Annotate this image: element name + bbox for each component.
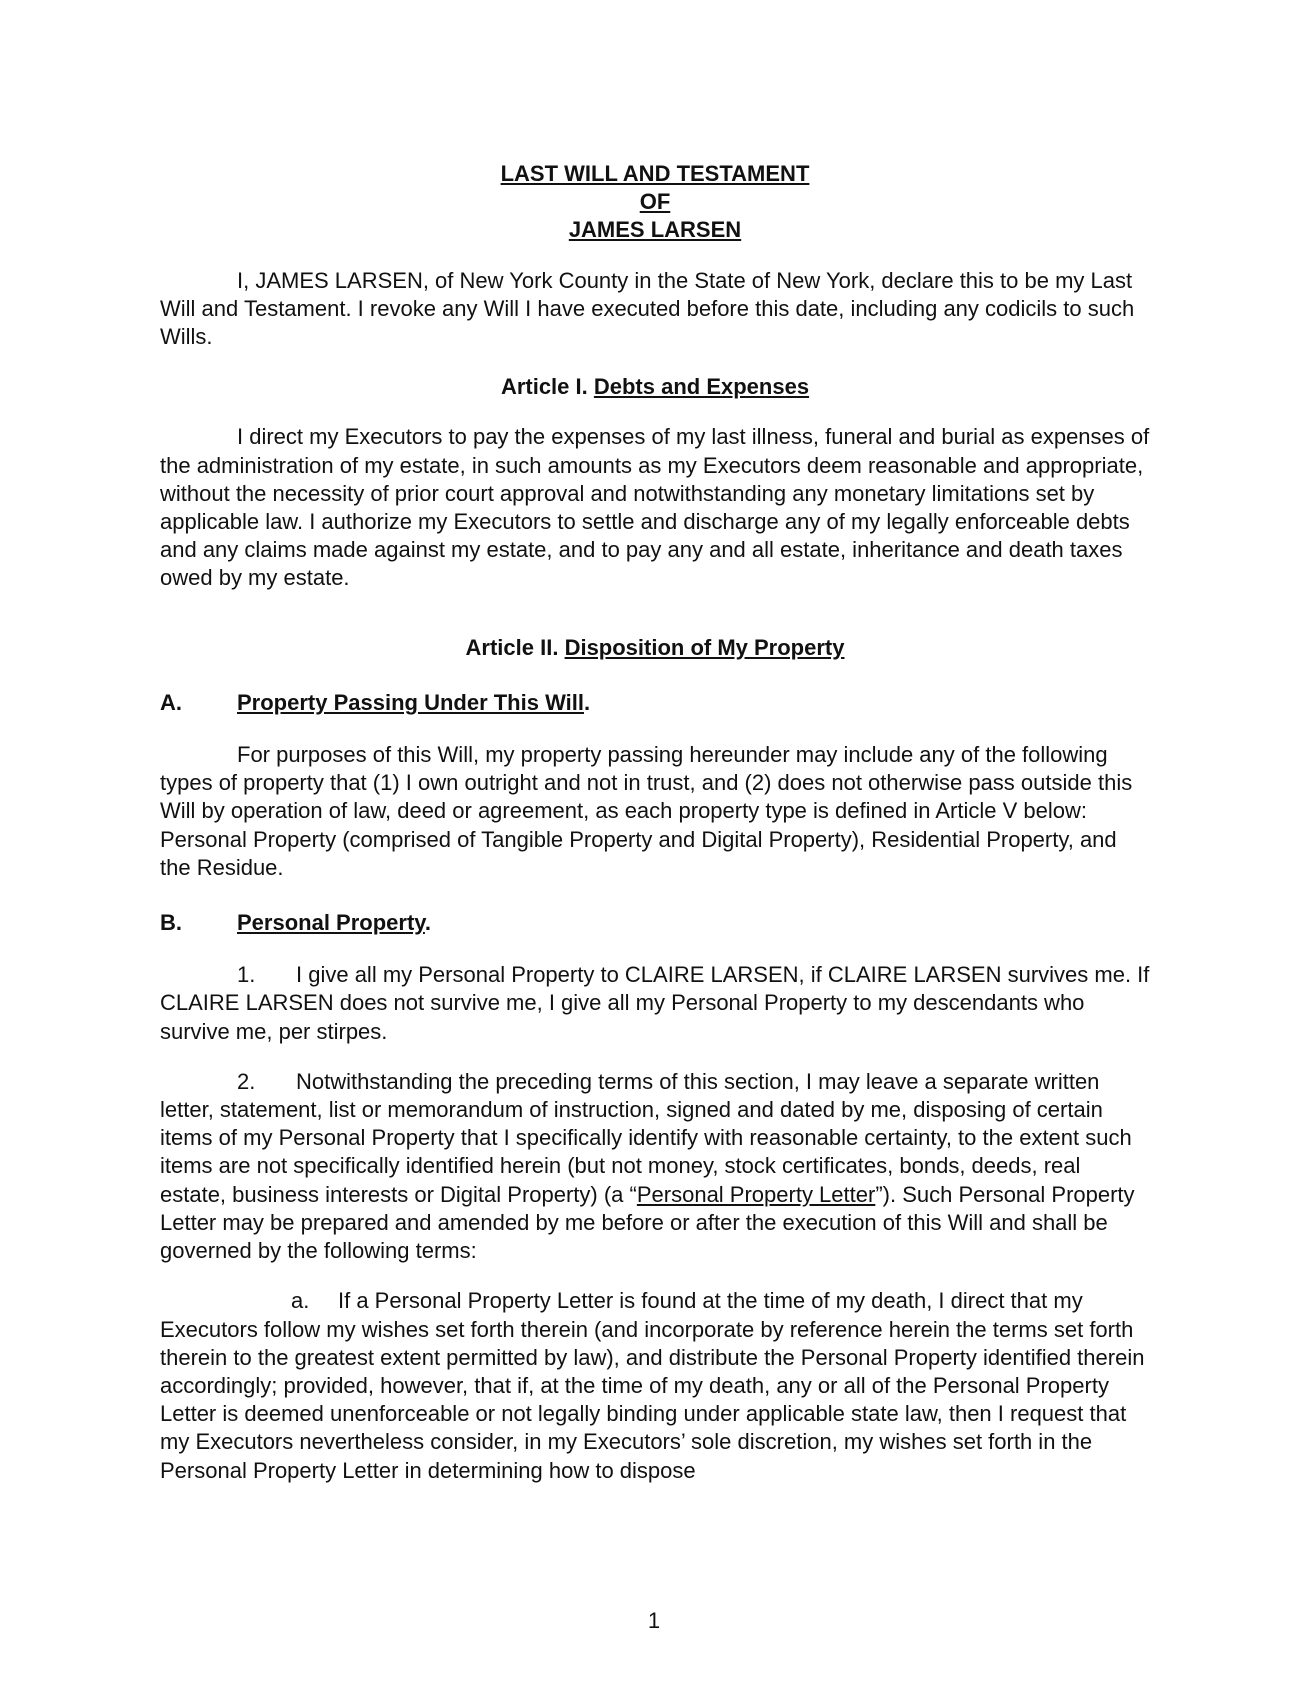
item-2-number: 2. — [237, 1068, 256, 1094]
article-2-title: Disposition of My Property — [564, 634, 845, 660]
section-a-title: Property Passing Under This Will — [237, 689, 584, 715]
personal-property-letter-term: Personal Property Letter — [636, 1181, 876, 1207]
page-number: 1 — [647, 1608, 661, 1633]
article-1-label: Article I. — [500, 374, 588, 400]
section-a-period: . — [583, 689, 591, 715]
article-2-label: Article II. — [465, 634, 559, 660]
title-line-1: LAST WILL AND TESTAMENT — [500, 161, 810, 186]
section-b-item-2a — [160, 1287, 1150, 1484]
section-b-item-1 — [160, 961, 1150, 1046]
title-line-3: JAMES LARSEN — [568, 217, 742, 243]
section-b-item-2 — [160, 1068, 1150, 1265]
intro-paragraph: I, JAMES LARSEN, of New York County in the State of New York, declare this to be my Last Will and Testament. I revoke any Will I have executed before this date, including any codicils to such Wills. — [160, 267, 1135, 350]
item-2-text-before: Notwithstanding the preceding terms of this section, I may leave a separate written letter, statement, list or memorandum of instruction, signed and dated by me, disposing of certain items of my Personal Property that I specifically identify with reasonable certainty, to the extent such items are not specifically identified herein (but not money, stock certificates, bonds, deeds, real estate, business interests or Digital Property) (a “ — [160, 1068, 1132, 1207]
document-body — [160, 160, 1150, 1485]
title-line-2: OF — [639, 189, 671, 215]
item-2-text-after: ”). Such Personal Property Letter may be prepared and amended by me before or after the execution of this Will and shall be governed by the following terms: — [160, 1181, 1135, 1264]
section-b-heading — [160, 909, 1150, 937]
article-1-paragraph: I direct my Executors to pay the expenses of my last illness, funeral and burial as expenses of the administration of my estate, in such amounts as my Executors deem reasonable and appropriate, without the necessity of prior court approval and notwithstanding any monetary limitations set by applicable law. I authorize my Executors to settle and discharge any of my legally enforceable debts and any claims made against my estate, and to pay any and all estate, inheritance and death taxes owed by my estate. — [160, 424, 1150, 591]
section-a-heading — [160, 689, 1150, 717]
item-2a-letter: a. — [291, 1288, 310, 1314]
item-1-text: I give all my Personal Property to CLAIRE LARSEN, if CLAIRE LARSEN survives me. If CLAIRE LARSEN does not survive me, I give all my Personal Property to my descendants who survive me, per stirpes. — [160, 962, 1150, 1044]
section-a-paragraph: For purposes of this Will, my property passing hereunder may include any of the following types of property that (1) I own outright and not in trust, and (2) does not otherwise pass outside this Will by operation of law, deed or agreement, as each property type is defined in Article V below: Personal Property (comprised of Tangible Property and Digital Property), Residential Property, and the Residue. — [160, 742, 1133, 880]
section-b-letter: B. — [160, 910, 182, 936]
item-2a-text: If a Personal Property Letter is found at the time of my death, I direct that my Executors follow my wishes set forth therein (and incorporate by reference herein the terms set forth therein to the greatest extent permitted by law), and distribute the Personal Property identified therein accordingly; provided, however, that if, at the time of my death, any or all of the Personal Property Letter is deemed unenforceable or not legally binding under applicable state law, then I request that my Executors nevertheless consider, in my Executors’ sole discretion, my wishes set forth in the Personal Property Letter in determining how to dispose — [160, 1288, 1145, 1483]
section-a-letter: A. — [160, 689, 182, 715]
section-b-period: . — [424, 910, 432, 936]
section-b-title: Personal Property — [237, 910, 425, 936]
article-1-title: Debts and Expenses — [593, 374, 810, 400]
article-1-heading — [160, 373, 1150, 401]
document-title — [160, 160, 1150, 245]
article-2-heading — [160, 634, 1150, 662]
item-1-number: 1. — [237, 962, 256, 988]
